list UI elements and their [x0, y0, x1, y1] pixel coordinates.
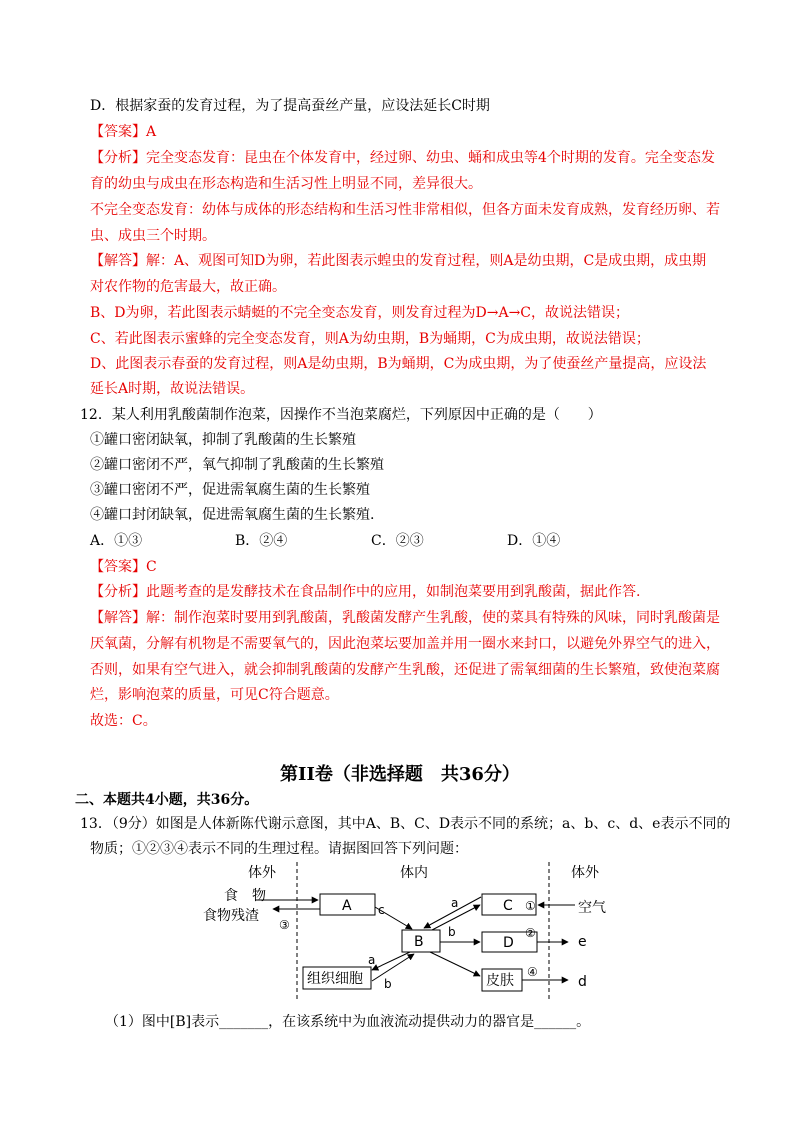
part2-title: 第II卷（非选择题 共36分） — [280, 764, 520, 785]
q11-answer: 【答案】A — [90, 124, 157, 140]
q11-solution-line: 对农作物的危害最大，故正确。 — [90, 279, 286, 295]
q12-stem: 12．某人利用乳酸菌制作泡菜，因操作不当泡菜腐烂，下列原因中正确的是（ ） — [80, 407, 602, 423]
q11-analysis-line: 虫、成虫三个时期。 — [90, 228, 216, 244]
q11-option-d: D．根据家蚕的发育过程，为了提高蚕丝产量，应设法延长C时期 — [90, 98, 490, 114]
arrow-b-to-tissue — [372, 952, 410, 970]
q13-stem: 13．（9分）如图是人体新陈代谢示意图，其中A、B、C、D表示不同的系统；a、b、c、d、e表示不同的 — [80, 816, 731, 832]
label-b-bottom: b — [384, 977, 392, 991]
label-d: d — [578, 974, 587, 990]
label-a-bottom: a — [368, 953, 376, 967]
q11-solution-line: 延长A时期，故说法错误。 — [90, 381, 255, 397]
box-b-label: B — [414, 934, 424, 950]
q12-solution-line: 厌氧菌，分解有机物是不需要氧气的，因此泡菜坛要加盖并用一圈水来封口，以避免外界空气的进入， — [90, 636, 720, 652]
label-food: 食 物 — [224, 888, 266, 904]
label-inside: 体内 — [400, 865, 428, 881]
q12-item-3: ③罐口密闭不严，促进需氧腐生菌的生长繁殖 — [90, 482, 370, 498]
q12-item-4: ④罐口封闭缺氧，促进需氧腐生菌的生长繁殖. — [90, 507, 375, 523]
q13-stem: 物质；①②③④表示不同的生理过程。请据图回答下列问题： — [90, 841, 468, 857]
q11-analysis-line: 不完全变态发育：幼体与成体的形态结构和生活习性非常相似，但各方面未发育成熟，发育经历卵、若 — [90, 202, 720, 218]
label-outside-right: 体外 — [571, 865, 599, 881]
box-a-label: A — [342, 898, 352, 914]
q11-solution-line: 【解答】解：A、观图可知D为卵，若此图表示蝗虫的发育过程，则A是幼虫期，C是成虫期，成虫期 — [90, 253, 707, 269]
tissue-cells-label: 组织细胞 — [307, 971, 363, 987]
label-b-top: b — [448, 925, 456, 939]
q12-option-b: B．②④ — [235, 533, 288, 549]
q12-analysis: 【分析】此题考查的是发酵技术在食品制作中的应用，如制泡菜要用到乳酸菌，据此作答. — [90, 584, 641, 600]
q11-analysis-line: 育的幼虫与成虫在形态构造和生活习性上明显不同，差异很大。 — [90, 176, 482, 192]
process-2-label: ② — [525, 926, 536, 940]
label-outside-left: 体外 — [248, 865, 276, 881]
part2-section-heading: 二、本题共4小题，共36分。 — [75, 792, 259, 808]
q12-item-2: ②罐口密闭不严，氧气抑制了乳酸菌的生长繁殖 — [90, 457, 384, 473]
q12-option-a: A．①③ — [90, 533, 143, 549]
skin-label: 皮肤 — [486, 973, 514, 989]
q11-solution-line: B、D为卵，若此图表示蜻蜓的不完全变态发育，则发育过程为D→A→C，故说法错误； — [90, 305, 630, 321]
label-c: c — [378, 903, 385, 917]
q12-conclusion: 故选：C。 — [90, 713, 157, 729]
box-c-label: C — [503, 898, 513, 914]
q12-item-1: ①罐口密闭缺氧，抑制了乳酸菌的生长繁殖 — [90, 432, 356, 448]
q11-solution-line: C、若此图表示蜜蜂的完全变态发育，则A为幼虫期，B为蛹期，C为成虫期，故说法错误； — [90, 331, 650, 347]
process-4-label: ④ — [527, 965, 538, 979]
q12-solution-line: 烂，影响泡菜的质量，可见C符合题意。 — [90, 687, 339, 703]
box-d-label: D — [503, 935, 514, 951]
q11-analysis-line: 【分析】完全变态发育：昆虫在个体发育中，经过卵、幼虫、蛹和成虫等4个时期的发育。完全变态发 — [90, 150, 715, 166]
process-1-label: ① — [525, 899, 536, 913]
process-3-label: ③ — [279, 918, 290, 932]
q12-solution-line: 否则，如果有空气进入，就会抑制乳酸菌的发酵产生乳酸，还促进了需氧细菌的生长繁殖，致使泡菜腐 — [90, 662, 720, 678]
label-air: 空气 — [578, 900, 606, 916]
label-food-residue: 食物残渣 — [203, 908, 259, 924]
label-a-top: a — [451, 896, 459, 910]
q12-option-d: D．①④ — [507, 533, 561, 549]
q12-option-c: C．②③ — [371, 533, 424, 549]
q12-solution-line: 【解答】解：制作泡菜时要用到乳酸菌，乳酸菌发酵产生乳酸，使的菜具有特殊的风味，同时乳酸菌是 — [90, 610, 720, 626]
q13-sub-1: （1）图中[B]表示_______，在该系统中为血液流动提供动力的器官是______。 — [105, 1014, 591, 1030]
arrow-b-to-skin — [430, 952, 480, 976]
q11-solution-line: D、此图表示春蚕的发育过程，则A是幼虫期，B为蛹期，C为成虫期，为了使蚕丝产量提高，应设法 — [90, 356, 707, 372]
label-e: e — [578, 934, 587, 950]
q12-answer: 【答案】C — [90, 559, 157, 575]
